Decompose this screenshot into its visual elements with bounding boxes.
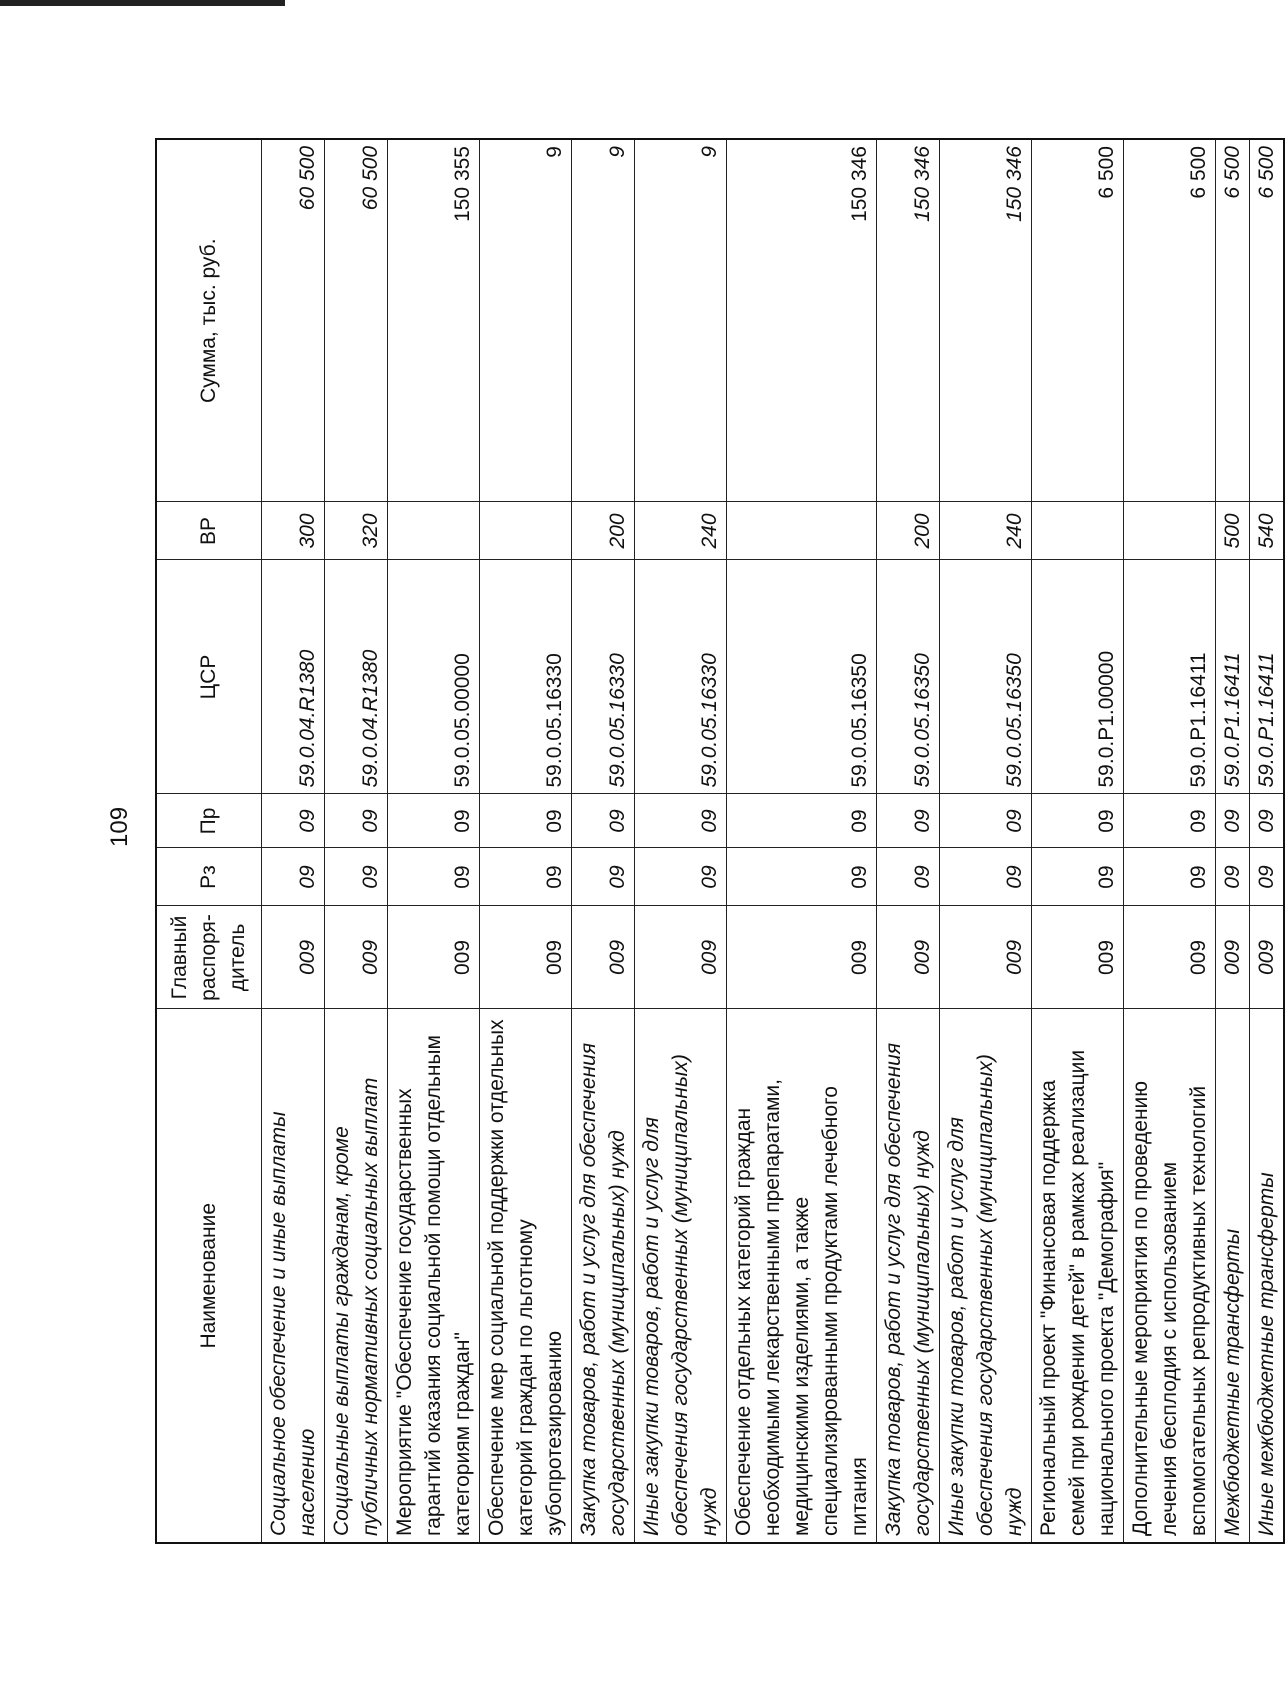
- cell-sum: 150 355: [387, 139, 479, 502]
- cell-pr: 09: [1249, 794, 1284, 848]
- cell-name: Обеспечение мер социальной поддержки отдельных категорий граждан по льготному зубопротезированию: [479, 1009, 571, 1543]
- cell-name: Межбюджетные трансферты: [1215, 1009, 1249, 1543]
- cell-csr: 59.0.05.16350: [726, 560, 876, 794]
- cell-gl: 009: [387, 906, 479, 1009]
- cell-sum: 6 500: [1215, 139, 1249, 502]
- table-row: [939, 139, 1031, 1543]
- cell-csr: 59.0.05.16350: [939, 560, 1031, 794]
- cell-sum: 6 500: [1249, 139, 1284, 502]
- cell-vr: 200: [876, 502, 939, 560]
- cell-gl: 009: [876, 906, 939, 1009]
- cell-pr: 09: [387, 794, 479, 848]
- cell-name: Социальное обеспечение и иные выплаты населению: [261, 1009, 324, 1543]
- cell-gl: 009: [634, 906, 726, 1009]
- cell-vr: [387, 502, 479, 560]
- cell-gl: 009: [1215, 906, 1249, 1009]
- table-row: [387, 139, 479, 1543]
- cell-gl: 009: [1123, 906, 1215, 1009]
- cell-sum: 9: [571, 139, 634, 502]
- cell-name: Дополнительные мероприятия по проведению лечения бесплодия с использованием вспомогательных репродуктивных технологий: [1123, 1009, 1215, 1543]
- cell-vr: [479, 502, 571, 560]
- cell-pr: 09: [634, 794, 726, 848]
- cell-pr: 09: [261, 794, 324, 848]
- cell-name: Закупка товаров, работ и услуг для обеспечения государственных (муниципальных) нужд: [876, 1009, 939, 1543]
- cell-csr: 59.0.P1.16411: [1123, 560, 1215, 794]
- cell-gl: 009: [939, 906, 1031, 1009]
- cell-name: Иные закупки товаров, работ и услуг для обеспечения государственных (муниципальных) нужд: [939, 1009, 1031, 1543]
- table-row: [1123, 139, 1215, 1543]
- cell-pr: 09: [1215, 794, 1249, 848]
- cell-pr: 09: [571, 794, 634, 848]
- cell-gl: 009: [324, 906, 387, 1009]
- cell-csr: 59.0.P1.00000: [1031, 560, 1123, 794]
- cell-pr: 09: [939, 794, 1031, 848]
- cell-csr: 59.0.05.16350: [876, 560, 939, 794]
- cell-pr: 09: [876, 794, 939, 848]
- table-row: [634, 139, 726, 1543]
- cell-vr: 200: [571, 502, 634, 560]
- cell-pr: 09: [324, 794, 387, 848]
- cell-name: Иные межбюджетные трансферты: [1249, 1009, 1284, 1543]
- cell-name: Социальные выплаты гражданам, кроме публичных нормативных социальных выплат: [324, 1009, 387, 1543]
- cell-gl: 009: [261, 906, 324, 1009]
- cell-sum: 150 346: [939, 139, 1031, 502]
- cell-rz: 09: [726, 848, 876, 906]
- table-row: [1215, 139, 1249, 1543]
- cell-vr: [1031, 502, 1123, 560]
- cell-name: Региональный проект "Финансовая поддержка семей при рождении детей" в рамках реализации национального проекта "Демография": [1031, 1009, 1123, 1543]
- cell-csr: 59.0.05.00000: [387, 560, 479, 794]
- cell-vr: 500: [1215, 502, 1249, 560]
- header-gl: Главный распоря-дитель: [156, 906, 261, 1009]
- table-header-row: [156, 139, 261, 1543]
- cell-vr: 540: [1249, 502, 1284, 560]
- cell-csr: 59.0.04.R1380: [261, 560, 324, 794]
- cell-csr: 59.0.04.R1380: [324, 560, 387, 794]
- scan-edge-mark: [0, 0, 285, 6]
- cell-sum: 150 346: [876, 139, 939, 502]
- cell-vr: [726, 502, 876, 560]
- cell-sum: 9: [634, 139, 726, 502]
- cell-csr: 59.0.05.16330: [571, 560, 634, 794]
- table-row: [571, 139, 634, 1543]
- cell-rz: 09: [876, 848, 939, 906]
- header-rz: Рз: [156, 848, 261, 906]
- cell-csr: 59.0.05.16330: [634, 560, 726, 794]
- cell-sum: 6 500: [1123, 139, 1215, 502]
- header-name: Наименование: [156, 1009, 261, 1543]
- cell-name: Закупка товаров, работ и услуг для обеспечения государственных (муниципальных) нужд: [571, 1009, 634, 1543]
- cell-pr: 09: [479, 794, 571, 848]
- budget-table-wrapper: [155, 140, 1278, 1544]
- table-row: [1249, 139, 1284, 1543]
- cell-gl: 009: [571, 906, 634, 1009]
- table-row: [324, 139, 387, 1543]
- cell-gl: 009: [479, 906, 571, 1009]
- cell-csr: 59.0.P1.16411: [1215, 560, 1249, 794]
- table-row: [876, 139, 939, 1543]
- cell-sum: 60 500: [324, 139, 387, 502]
- cell-vr: [1123, 502, 1215, 560]
- cell-gl: 009: [1249, 906, 1284, 1009]
- table-row: [726, 139, 876, 1543]
- cell-pr: 09: [726, 794, 876, 848]
- cell-name: Мероприятие "Обеспечение государственных гарантий оказания социальной помощи отдельным категориям граждан": [387, 1009, 479, 1543]
- cell-rz: 09: [1031, 848, 1123, 906]
- page-number: 109: [106, 806, 133, 847]
- cell-gl: 009: [1031, 906, 1123, 1009]
- cell-vr: 240: [634, 502, 726, 560]
- cell-rz: 09: [1123, 848, 1215, 906]
- header-vr: ВР: [156, 502, 261, 560]
- cell-vr: 240: [939, 502, 1031, 560]
- cell-sum: 60 500: [261, 139, 324, 502]
- cell-sum: 150 346: [726, 139, 876, 502]
- header-pr: Пр: [156, 794, 261, 848]
- cell-rz: 09: [1249, 848, 1284, 906]
- table-row: [1031, 139, 1123, 1543]
- cell-sum: 9: [479, 139, 571, 502]
- cell-sum: 6 500: [1031, 139, 1123, 502]
- cell-rz: 09: [261, 848, 324, 906]
- budget-table: [155, 138, 1285, 1544]
- cell-pr: 09: [1031, 794, 1123, 848]
- cell-rz: 09: [571, 848, 634, 906]
- cell-rz: 09: [479, 848, 571, 906]
- header-sum: Сумма, тыс. руб.: [156, 139, 261, 502]
- cell-name: Иные закупки товаров, работ и услуг для обеспечения государственных (муниципальных) нужд: [634, 1009, 726, 1543]
- table-row: [261, 139, 324, 1543]
- cell-csr: 59.0.05.16330: [479, 560, 571, 794]
- cell-rz: 09: [324, 848, 387, 906]
- table-row: [479, 139, 571, 1543]
- header-csr: ЦСР: [156, 560, 261, 794]
- cell-gl: 009: [726, 906, 876, 1009]
- cell-rz: 09: [387, 848, 479, 906]
- cell-pr: 09: [1123, 794, 1215, 848]
- cell-name: Обеспечение отдельных категорий граждан необходимыми лекарственными препаратами, медицинскими изделиями, а также специализированными продуктами лечебного питания: [726, 1009, 876, 1543]
- cell-rz: 09: [1215, 848, 1249, 906]
- cell-csr: 59.0.P1.16411: [1249, 560, 1284, 794]
- table-body: [261, 139, 1284, 1543]
- cell-vr: 300: [261, 502, 324, 560]
- cell-rz: 09: [634, 848, 726, 906]
- cell-rz: 09: [939, 848, 1031, 906]
- cell-vr: 320: [324, 502, 387, 560]
